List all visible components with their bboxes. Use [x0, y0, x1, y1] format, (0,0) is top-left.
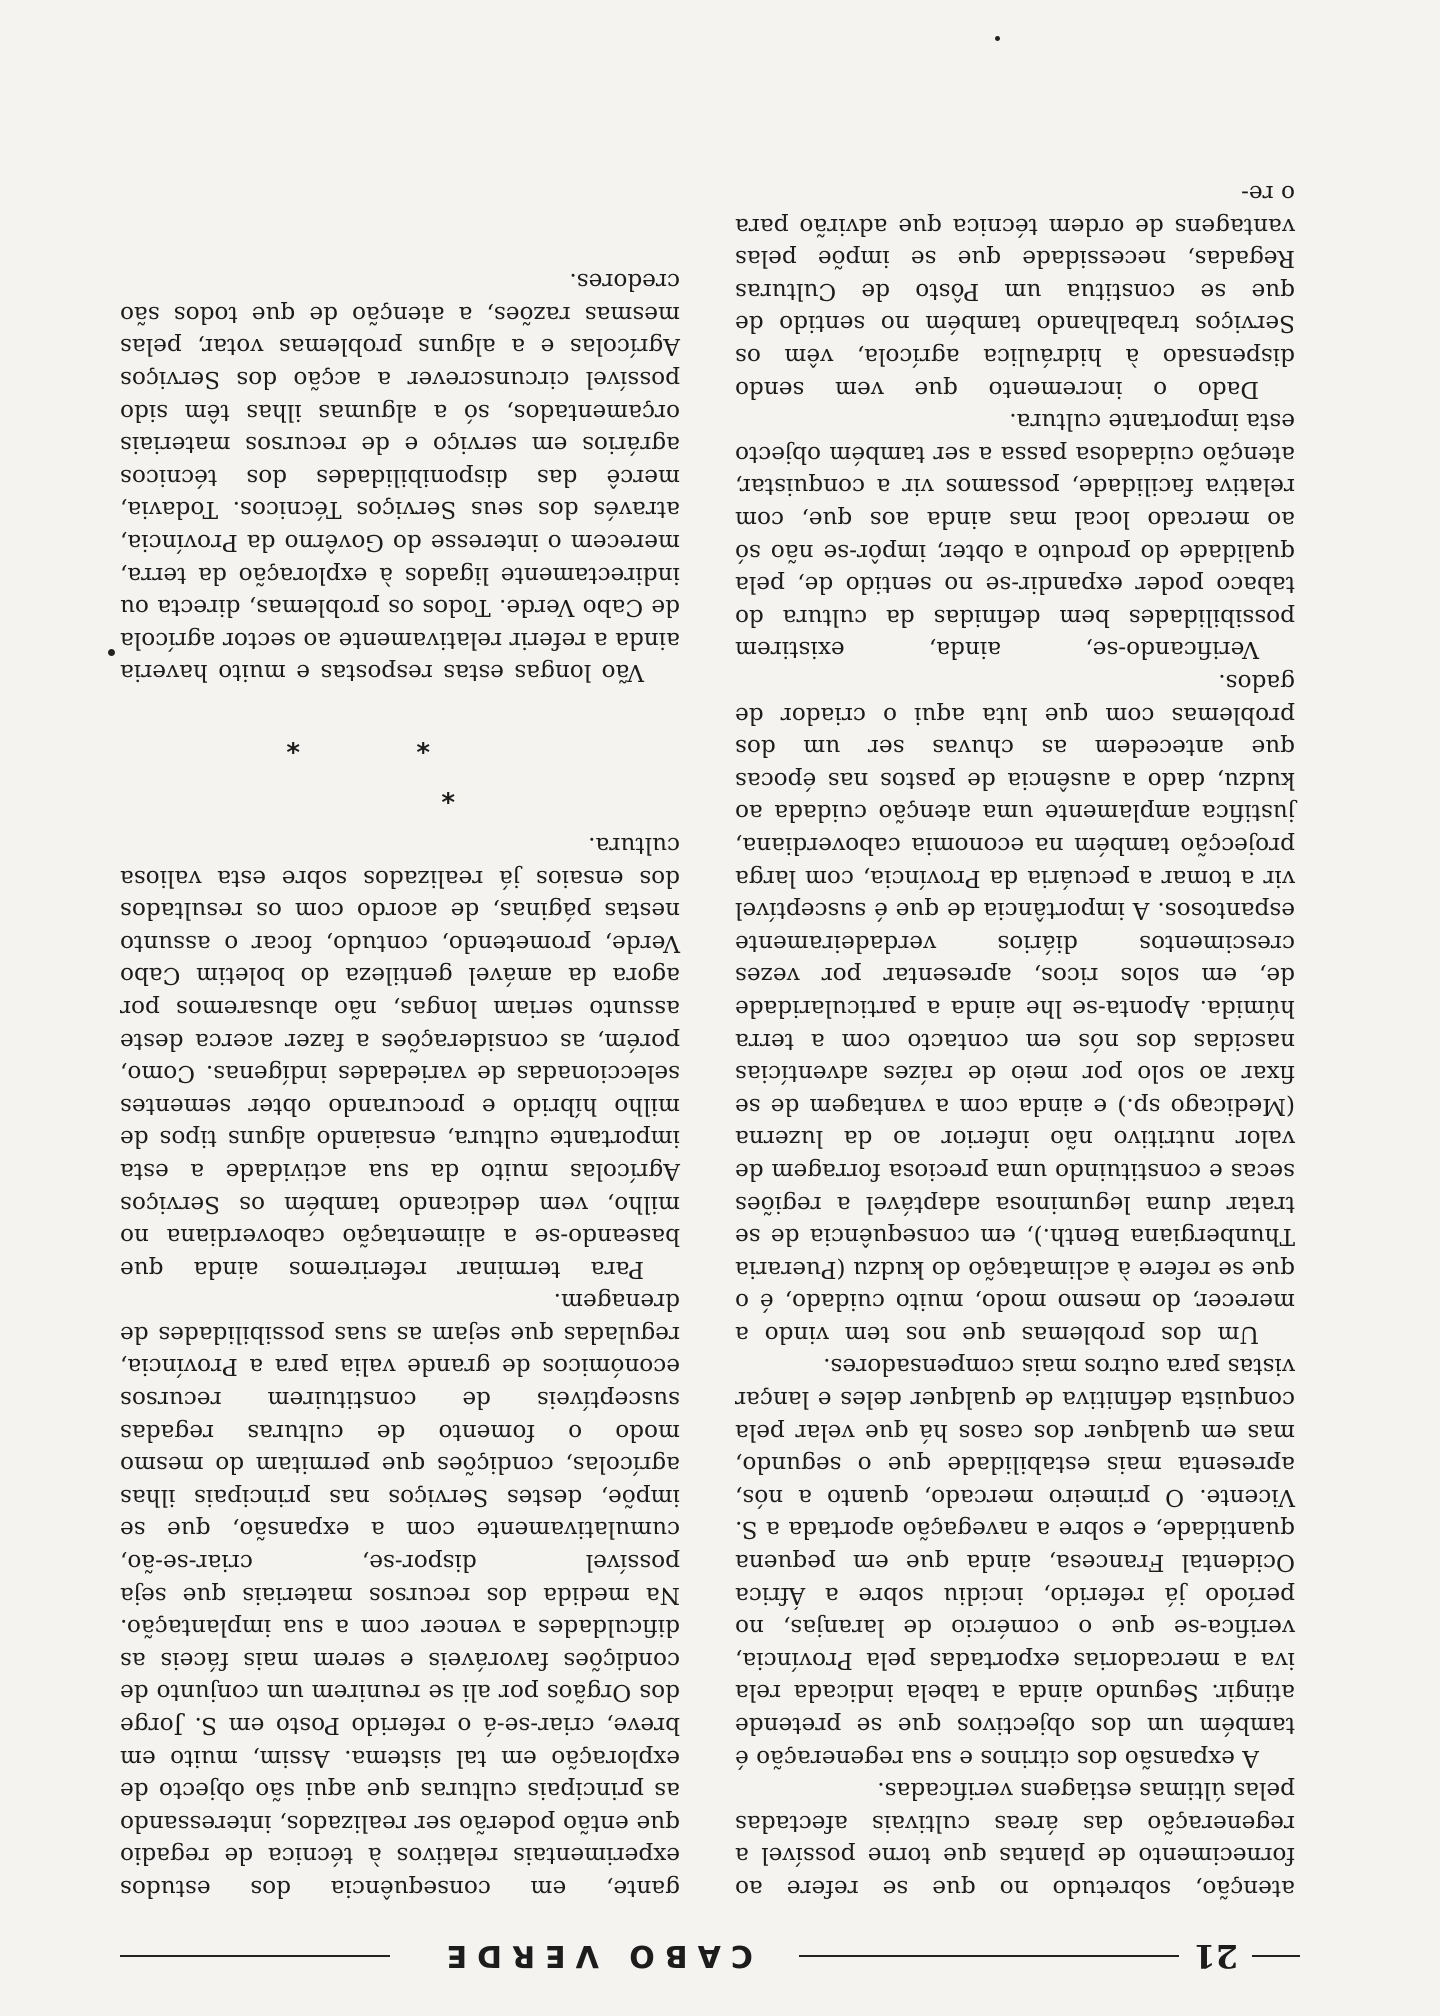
- left-column: [735, 177, 1295, 1904]
- page-number: 21: [1193, 1937, 1238, 1975]
- separator-star: *: [416, 728, 430, 759]
- paragraph: Vão longas estas respostas e muito haveria ainda a referir relativamente ao sector agrícola de Cabo Verde. Todos os problemas, directa ou indirectamente ligados à exploração da terra, merecem o interesse do Govêrno da Província, através dos seus Serviços Técnicos. Todavia, mercê das disponibilidades dos técnicos agrários em serviço e de recursos materiais orçamentados, só a algumas ilhas têm sido possível circunscrever a acção dos Serviços Agrícolas e a alguns problemas votar, pelas mesmas razões, a atenção de que todos são credores.: [120, 268, 680, 687]
- separator-star: *: [441, 778, 455, 809]
- scan-speck: [995, 36, 1000, 41]
- section-separator: [120, 694, 680, 814]
- paragraph: Dado o incremento que vem sendo dispensado à hidráulica agrícola, vêm os Serviços trabalhando também no sentido de que se constitua um Pôsto de Culturas Regadas, necessidade que se impõe pelas vantagens de ordem técnica que advirão para o re-: [735, 180, 1295, 403]
- paragraph: Verificando-se, ainda, existirem possibilidades bem definidas da cultura do tabaco poder expandir-se no sentido de, pela qualidade do produto a obter, impôr-se não só ao mercado local mas ainda aos que, com relativa facilidade, possamos vir a conquistar, atenção cuidadosa passa a ser também objecto esta importante cultura.: [735, 408, 1295, 664]
- scan-speck: [108, 649, 115, 656]
- right-column: [120, 265, 680, 1904]
- paragraph: A expansão dos citrinos e sua regeneração é também um dos objectivos que se pretende atingir. Segundo ainda a tabela indicada rela iva a mercadorias exportadas pela Província, verifica-se que o comércio de laranjas, no período já referido, incidiu sobre a África Ocidental Francesa, ainda que em pequena quantidade, e sobre a navegação aportada a S. Vicente. O primeiro mercado, quanto a nós, apresenta mais estabilidade que o segundo, mas em qualquer dos casos há que velar pela conquista definitiva de qualquer deles e lançar vistas para outros mais compensadores.: [735, 1353, 1295, 1772]
- page-number-group: [799, 1937, 1300, 1975]
- journal-title: CABO VERDE: [436, 1938, 753, 1974]
- header-rule-left: [799, 1955, 1179, 1957]
- paragraph: Para terminar referiremos ainda que baseando-se a alimentação caboverdiana no milho, vem dedicando também os Serviços Agrícolas muito da sua actividade a esta importante cultura, ensaiando alguns tipos de milho híbrido e procurando obter sementes seleccionadas de variedades indígenas. Como, porém, as considerações a fazer acerca deste assunto seriam longas, não abusaremos por agora da amável gentileza do boletim Cabo Verde, prometendo, contudo, focar o assunto nestas páginas, de acordo com os resultados dos ensaios já realizados sobre esta valiosa cultura.: [120, 832, 680, 1283]
- header-rule-short: [1252, 1955, 1300, 1957]
- header-rule-right: [120, 1955, 390, 1957]
- separator-star: *: [286, 728, 300, 759]
- paragraph: gante, em consequência dos estudos experimentais relativos à técnica de regadio que então poderão ser realizados, interessando as principais culturas que aqui são objecto de exploração em tal sistema. Assim, muito em breve, criar-se-á o referido Posto em S. Jorge dos Orgãos por ali se reunirem um conjunto de condições favoráveis e serem mais fáceis as dificuldades a vencer com a sua implantação. Na medida dos recursos materiais que seja possível dispor-se, criar-se-ão, cumulativamente com a expansão, que se impõe, destes Serviços nas principais ilhas agrícolas, condições que permitam do mesmo modo o fomento de culturas regadas susceptíveis de constituirem recursos económicos de grande valia para a Província, reguladas que sejam as suas possibilidades de drenagem.: [120, 1288, 680, 1902]
- page-header: [120, 1926, 1300, 1986]
- paragraph: atenção, sobretudo no que se refere ao fornecimento de plantas que torne possível a regeneração das áreas cultivais afectadas pelas últimas estiagens verificadas.: [735, 1777, 1295, 1902]
- paragraph: Um dos problemas que nos tem vindo a merecer, do mesmo modo, muito cuidado, é o que se refere à aclimatação do kudzu (Pueraria Thunbergiana Benth.), em consequência de se tratar duma leguminosa adaptável a regiões secas e constituindo uma preciosa forragem de valor nutritivo não inferior ao da luzerna (Medicago sp.) e ainda com a vantagem de se fixar ao solo por meio de raízes adventícias nascidas dos nós em contacto com a terra húmida. Aponta-se lhe ainda a particularidade de, em solos ricos, apresentar por vezes crescimentos diários verdadeiramente espantosos. A importância de que é susceptível vir a tomar a pecuária da Província, com larga projecção também na economia caboverdiana, justifica amplamente uma atenção cuidada ao kudzu, dado a ausência de pastos nas épocas que antecedem as chuvas ser um dos problemas com que luta aqui o criador de gados.: [735, 669, 1295, 1348]
